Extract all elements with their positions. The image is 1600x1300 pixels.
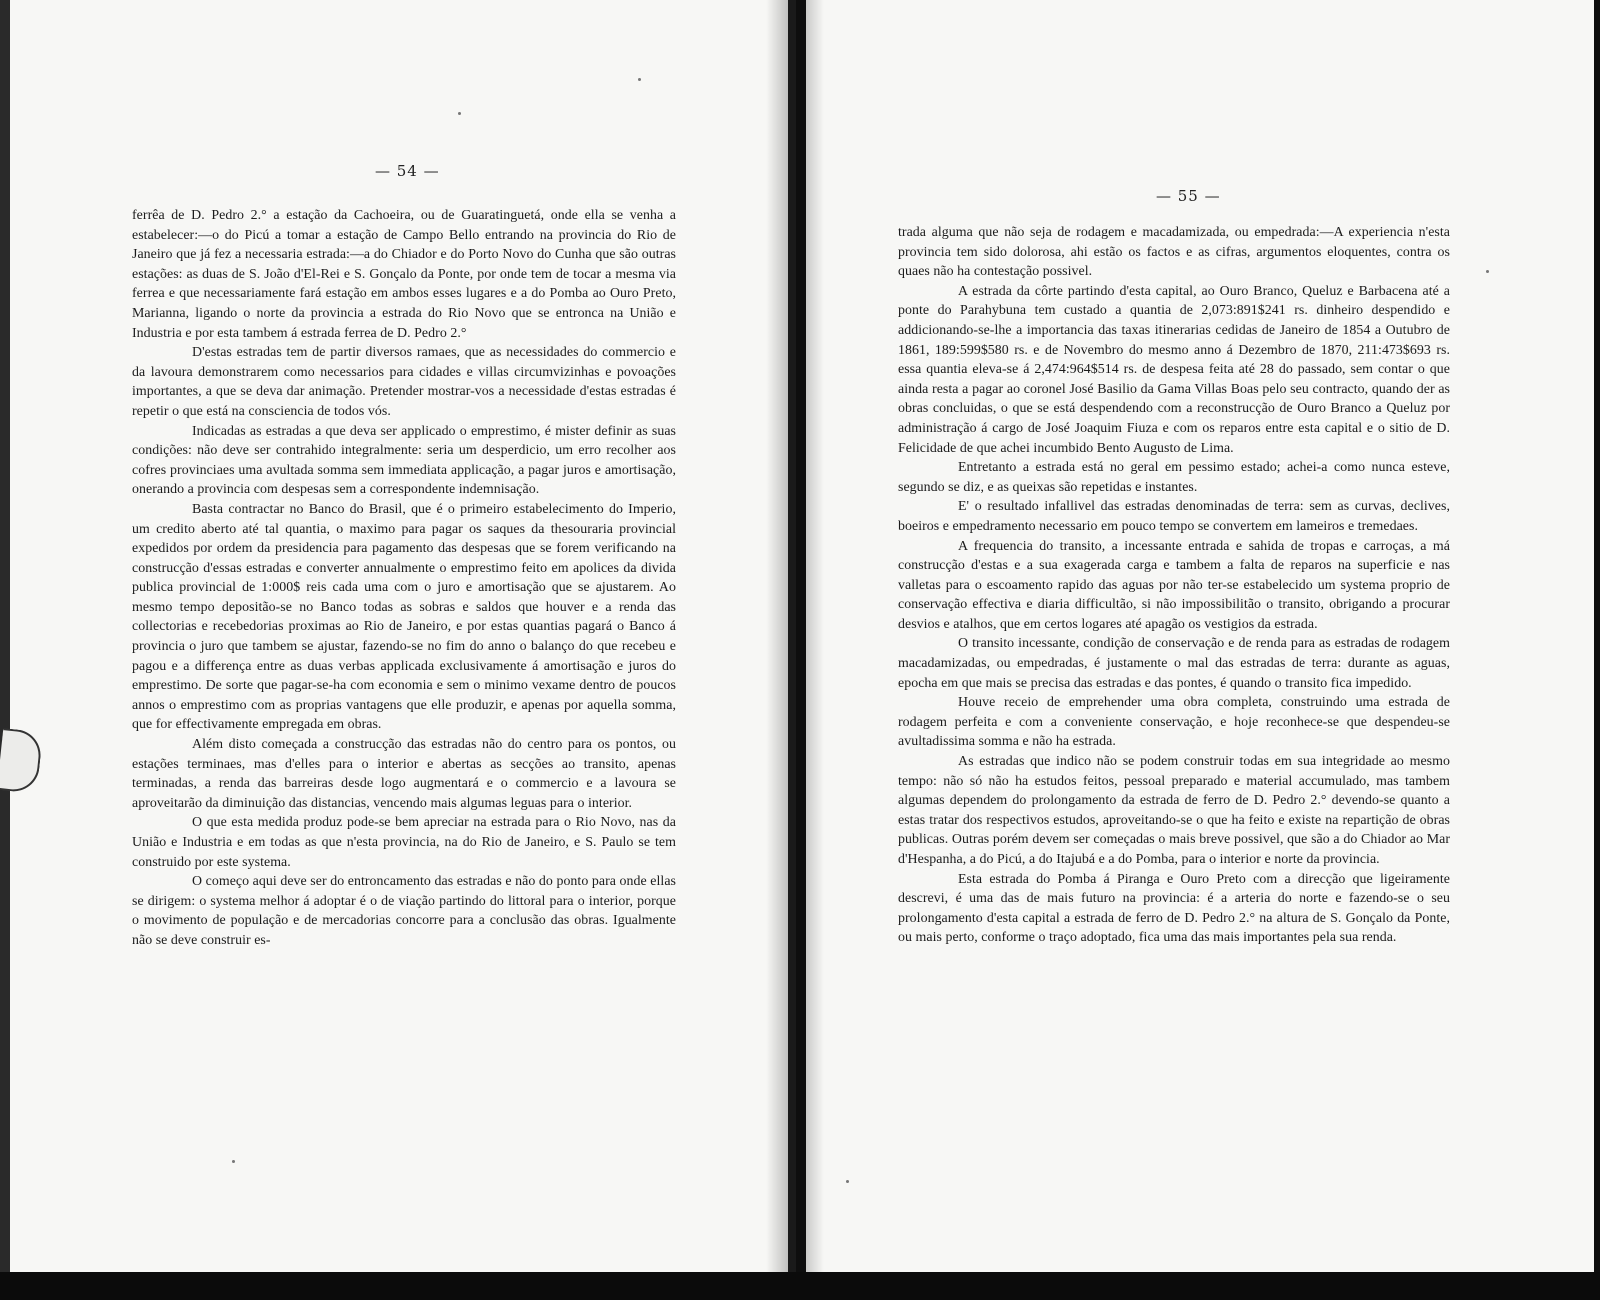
paper-speck: [1486, 270, 1489, 273]
paragraph: O que esta medida produz pode-se bem apreciar na estrada para o Rio Novo, nas da União e Industria e em todas as que n'esta provincia, na do Rio de Janeiro, e S. Paulo se tem construido por este systema.: [132, 815, 676, 870]
paragraph: Indicadas as estradas a que deva ser applicado o emprestimo, é mister definir as suas condições: não deve ser contrahido integralmente: seria um desperdicio, um erro recolher aos cofres provinciaes uma avultada somma sem immediata applicação, a pagar juros e amortisação, onerando a provincia com despesas sem a correspondente indemnisação.: [132, 423, 676, 498]
right-page: [806, 0, 1594, 1300]
paragraph: Esta estrada do Pomba á Piranga e Ouro Preto com a direcção que ligeiramente descrevi, é uma das de mais futuro na provincia: é a arteria do norte e fazendo-se o seu prolongamento d'esta capital a estrada de ferro de D. Pedro 2.° na altura de S. Gonçalo da Ponte, ou mais perto, conforme o traço adoptado, fica uma das mais importantes pela sua renda.: [898, 871, 1450, 946]
page-number-left: — 54 —: [375, 162, 440, 180]
paragraph: Além disto começada a construcção das estradas não do centro para os pontos, ou estações terminaes, mas d'elles para o interior e abertas as secções ao transito, apenas terminadas, a renda das barreiras desde logo augmentará e o commercio e a lavoura se aproveitarão da diminuição das distancias, vencendo mais algumas leguas para o interior.: [132, 737, 676, 811]
paragraph: Basta contractar no Banco do Brasil, que é o primeiro estabelecimento do Imperio, um credito aberto até tal quantia, o maximo para pagar os saques da thesouraria provincial expedidos por ordem da presidencia para pagamento das despesas que se forem verificando na construcção d'essas estradas e converter annualmente o emprestimo feito em apolices da divida publica provincial de 1:000$ reis cada uma com o juro e amortisação que se ajustarem. Ao mesmo tempo depositão-se no Banco todas as sobras e saldos que houver e a renda das collectorias e recebedorias proximas ao Rio de Janeiro, e por estas quantias pagará o Banco á provincia o juro que tambem se ajustar, fazendo-se no fim do anno o balanço do que recebeu e pagou e a differença entre as duas verbas applicada exclusivamente á amortisação e juros do emprestimo. De sorte que pagar-se-ha com economia e sem o minimo vexame dentro de poucos annos o emprestimo com as proprias vantagens que elle produzir, e apenas por aquella somma, que for effectivamente empregada em obras.: [132, 501, 676, 733]
paragraph: As estradas que indico não se podem construir todas em sua integridade ao mesmo tempo: não só não ha estudos feitos, pessoal preparado e material accumulado, mas tambem algumas dependem do prolongamento da estrada de ferro de D. Pedro 2.° devendo-se quanto a estas tratar dos respectivos estudos, aproveitando-se o que ha feito e existe na repartição de obras publicas. Outras porém devem ser começadas o mais breve possivel, que são a do Chiador ao Mar d'Hespanha, a do Picú, a do Itajubá e a do Pomba, para o interior e norte da provincia.: [898, 754, 1450, 867]
paragraph: trada alguma que não seja de rodagem e macadamizada, ou empedrada:—A experiencia n'esta provincia tem sido dolorosa, ahi estão os factos e as cifras, argumentos eloquentes, contra os quaes não ha contestação possivel.: [898, 225, 1450, 280]
left-book-edge: [0, 0, 10, 1300]
paragraph: Houve receio de emprehender uma obra completa, construindo uma estrada de rodagem perfeita e com a conveniente conservação, e hoje reconhece-se que despendeu-se avultadissima somma e não ha estrada.: [898, 695, 1450, 750]
paper-speck: [232, 1160, 235, 1163]
right-page-body: [898, 223, 1450, 948]
paragraph: E' o resultado infallivel das estradas denominadas de terra: sem as curvas, declives, boeiros e empedramento necessario em pouco tempo se convertem em lameiros e tremedaes.: [898, 499, 1450, 534]
paragraph: D'estas estradas tem de partir diversos ramaes, que as necessidades do commercio e da lavoura demonstrarem como necessarios para cidades e villas circumvizinhas e povoações importantes, a que se deva dar animação. Pretender mostrar-vos a necessidade d'estas estradas é repetir o que está na consciencia de todos vós.: [132, 345, 676, 419]
left-page-body: [132, 206, 676, 951]
paragraph: Entretanto a estrada está no geral em pessimo estado; achei-a como nunca esteve, segundo se diz, e as queixas são repetidas e instantes.: [898, 460, 1450, 495]
scan-bottom-edge: [0, 1272, 1600, 1300]
paragraph: ferrêa de D. Pedro 2.° a estação da Cachoeira, ou de Guaratinguetá, onde ella se venha a estabelecer:—o do Picú a tomar a estação de Campo Bello entrando na provincia do Rio de Janeiro que já fez a necessaria estrada:—a do Chiador e do Porto Novo do Cunha que são outras estações: as duas de S. João d'El-Rei e S. Gonçalo da Ponte, por onde tem de tocar a mesma via ferrea e que necessariamente fará estação em ambos esses lugares e a do Pomba ao Ouro Preto, Marianna, ligando o norte da provincia a estrada do Rio Novo que se entronca na União e Industria e por esta tambem á estrada ferrea de D. Pedro 2.°: [132, 208, 676, 341]
paper-speck: [846, 1180, 849, 1183]
paragraph: A estrada da côrte partindo d'esta capital, ao Ouro Branco, Queluz e Barbacena até a ponte do Parahybuna tem custado a quantia de 2,073:891$241 rs. dinheiro despendido e addicionando-se-lhe a importancia das taxas itinerarias cedidas de Janeiro de 1854 a Outubro de 1861, 189:599$580 rs. e de Novembro do mesmo anno á Dezembro de 1870, 211:473$693 rs. essa quantia eleva-se á 2,474:964$514 rs. de despesa feita até 28 do passado, sem contar o que ainda resta a pagar ao coronel José Basilio da Gama Villas Boas pelo seu contracto, quando der as obras concluidas, o que se está despendendo com a reconstrucção de Ouro Branco a Queluz por administração á cargo de José Joaquim Fiuza e com os reparos entre esta capital e o sitio de D. Felicidade de que achei incumbido Bento Augusto de Lima.: [898, 283, 1450, 456]
right-gutter-shadow: [806, 0, 824, 1300]
page-number-right: — 55 —: [1156, 187, 1221, 205]
left-gutter-shadow: [766, 0, 788, 1300]
paragraph: O começo aqui deve ser do entroncamento das estradas e não do ponto para onde ellas se dirigem: o systema melhor á adoptar é o de viação partindo do littoral para o interior, porque o movimento de população e de mercadorias concorre para a conclusão das obras. Igualmente não se deve construir es-: [132, 874, 676, 948]
paragraph: A frequencia do transito, a incessante entrada e sahida de tropas e carroças, a má construcção d'estas e a sua exagerada carga e tambem a falta de reparos na superficie e nas valletas para o escoamento rapido das aguas por não ter-se estabelecido um systema proprio de conservação effectiva e diaria difficultão, si não impossibilitão o transito, obrigando a procurar desvios e atalhos, que em certos logares até apagão os vestigios da estrada.: [898, 538, 1450, 632]
paragraph: O transito incessante, condição de conservação e de renda para as estradas de rodagem macadamizadas, ou empedradas, é justamente o mal das estradas de terra: durante as aguas, epocha em que mais se precisa das estradas e das pontes, é quando o transito fica impedido.: [898, 636, 1450, 691]
left-page: [10, 0, 796, 1300]
paper-speck: [458, 112, 461, 115]
paper-speck: [638, 78, 641, 81]
